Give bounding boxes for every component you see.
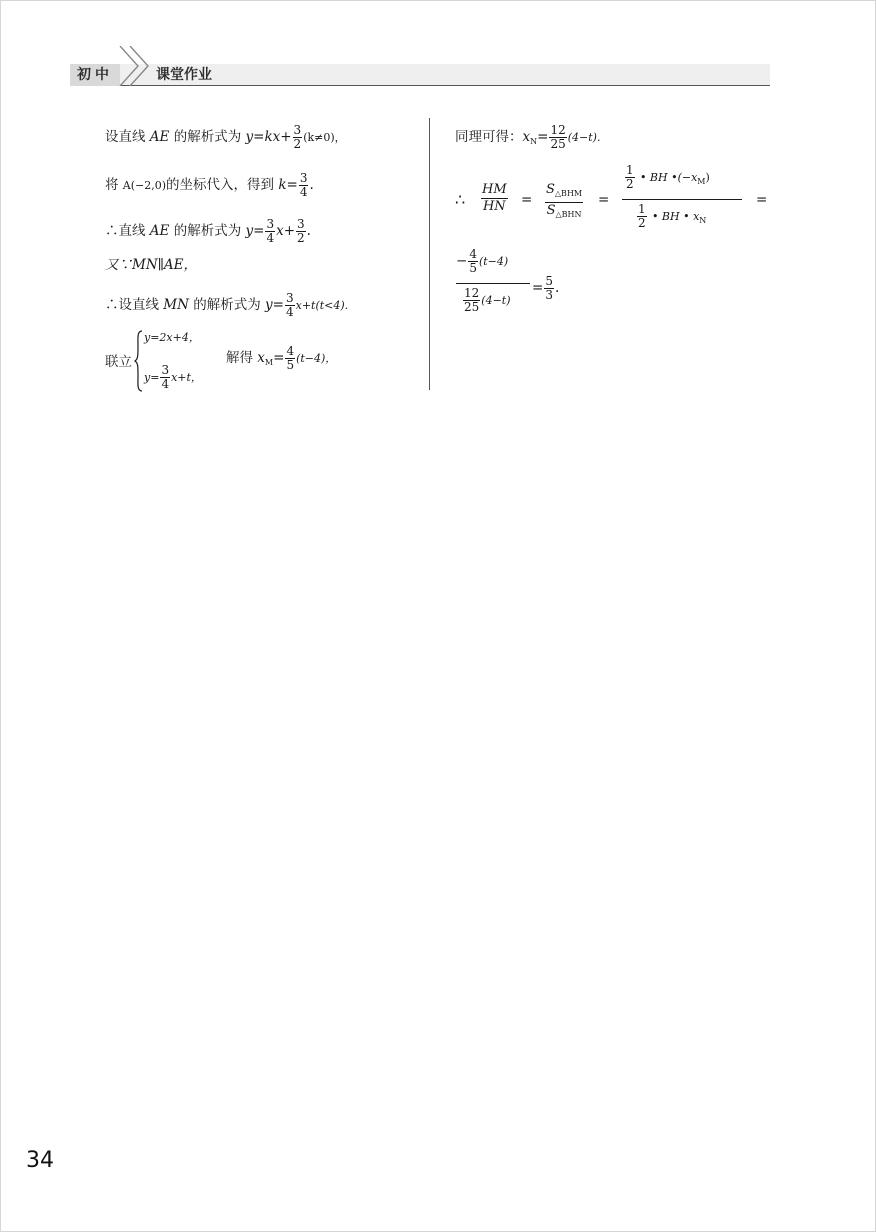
equals-2: = xyxy=(598,192,610,208)
left-line-3: ∴直线 AE 的解析式为 y= $\frac{3}{4}$ x+ $\frac{3}{2}$ . xyxy=(105,217,311,245)
fraction: $\frac{S_{\triangle BHM}}{S_{\triangle BHN}}$ xyxy=(546,182,583,219)
left-brace-icon xyxy=(134,330,144,392)
fraction: $\frac{3}{4}$ xyxy=(285,291,294,319)
ratio-areas xyxy=(544,182,584,223)
page-number: 34 xyxy=(26,1148,54,1173)
fraction: $\frac{3}{4}$ xyxy=(299,171,308,199)
ratio-hm-hn xyxy=(480,182,509,215)
fraction: $\frac{3}{4}$ xyxy=(161,363,170,391)
fraction: $\frac{5}{3}$ xyxy=(545,274,553,302)
fraction: $\frac{4}{5}$ xyxy=(286,344,295,372)
system-equation-1: y=2x+4， xyxy=(144,331,200,344)
right-line-1: 同理可得：$x_N=$ $\frac{12}{25}$ (4−t). xyxy=(455,123,601,151)
fraction: $\frac{3}{4}$ xyxy=(266,217,275,245)
final-fraction-bar xyxy=(456,283,530,284)
fraction: $\frac{HM}{HN}$ xyxy=(482,182,507,214)
header-level-label: 初中 xyxy=(70,64,120,86)
left-line-1: 设直线 AE 的解析式为 y=kx+ $\frac{3}{2}$ (k≠0)， xyxy=(105,123,346,151)
header-title: 课堂作业 xyxy=(156,67,212,83)
fraction: $\frac{12}{25}$ xyxy=(464,286,480,314)
left-line-4: 又∵MN∥AE， xyxy=(105,257,197,273)
fraction: $\frac{1}{2}$ xyxy=(626,163,634,191)
area-ratio-denominator: $\frac{1}{2}$ • BH • $x_N$ xyxy=(638,202,707,230)
final-numerator: − $\frac{4}{5}$ (t−4) xyxy=(456,247,509,275)
system-equation-2: y= $\frac{3}{4}$ x+t， xyxy=(144,363,202,391)
fraction: $\frac{3}{2}$ xyxy=(293,123,302,151)
left-line-5: ∴设直线 MN 的解析式为 y= $\frac{3}{4}$ x+t(t<4). xyxy=(105,291,349,319)
equals-3: = xyxy=(756,192,768,208)
left-line-2: 将 A(−2,0)的坐标代入，得到 k= $\frac{3}{4}$ . xyxy=(105,171,314,199)
fraction: $\frac{1}{2}$ xyxy=(638,202,646,230)
system-label: 联立 xyxy=(105,354,132,370)
fraction: $\frac{3}{2}$ xyxy=(297,217,305,245)
double-chevron-icon xyxy=(116,46,150,86)
area-ratio-numerator: $\frac{1}{2}$ • BH $•(-x_M)$ xyxy=(626,163,710,191)
final-result: = $\frac{5}{3}$ . xyxy=(532,274,560,302)
therefore-symbol: ∴ xyxy=(455,190,466,209)
main-fraction-bar xyxy=(622,199,742,200)
fraction: $\frac{4}{5}$ xyxy=(469,247,477,275)
fraction: $\frac{12}{25}$ xyxy=(550,123,566,151)
final-denominator: $\frac{12}{25}$ (4−t) xyxy=(464,286,511,314)
equals-1: = xyxy=(521,192,533,208)
column-divider xyxy=(429,118,430,390)
system-solution: 解得 $x_M=$ $\frac{4}{5}$ (t−4)， xyxy=(226,344,337,372)
